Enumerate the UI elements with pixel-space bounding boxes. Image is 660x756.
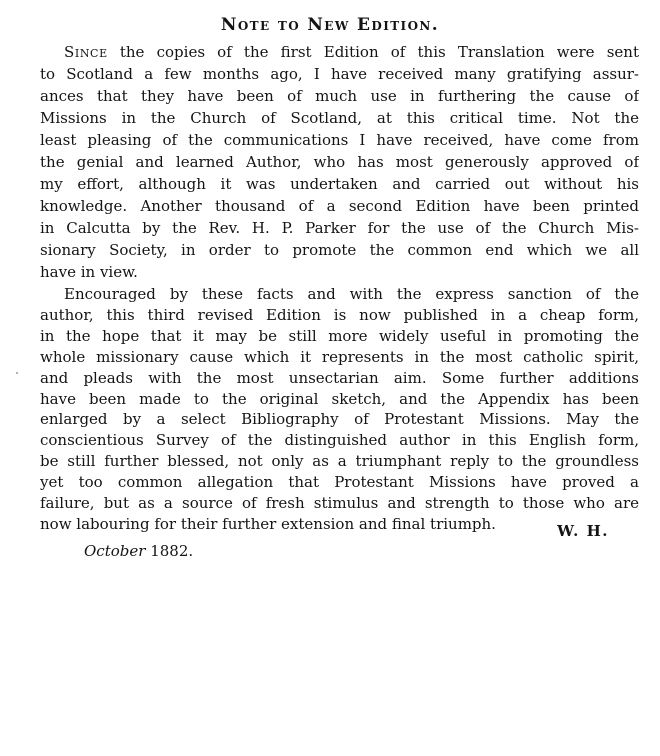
dateline	[84, 540, 193, 562]
paragraph-1-line: least pleasing of the communications I have received, have come from	[40, 131, 639, 149]
paragraph-1-line: Since the copies of the first Edition of this Translation were sent	[64, 43, 639, 61]
paragraph-2-line: yet too common allegation that Protestant Missions have proved a	[40, 473, 639, 492]
date-month: October	[84, 542, 146, 560]
page-title: Note to New Edition.	[220, 15, 440, 35]
paragraph-2-line: enlarged by a select Bibliography of Protestant Missions. May the	[40, 410, 639, 429]
paragraph-1-line: Missions in the Church of Scotland, at this critical time. Not the	[40, 109, 639, 127]
paragraph-2-line: failure, but as a source of fresh stimulus and strength to those who are	[40, 494, 639, 512]
paragraph-2-line-final: now labouring for their further extension and final triumph.	[40, 514, 496, 533]
paragraph-1-line: ances that they have been of much use in furthering the cause of	[40, 87, 639, 105]
date-year: 1882.	[150, 542, 194, 560]
paper-speck	[16, 372, 18, 374]
paragraph-1-line: the genial and learned Author, who has most generously approved of	[40, 153, 639, 171]
paragraph-1-line: in Calcutta by the Rev. H. P. Parker for the use of the Church Mis-	[40, 219, 639, 237]
paragraph-2-line: conscientious Survey of the distinguished author in this English form,	[40, 431, 639, 450]
paragraph-2-line: and pleads with the most unsectarian aim. Some further additions	[40, 368, 639, 387]
paragraph-1-line: to Scotland a few months ago, I have received many gratifying assur-	[40, 65, 639, 83]
signature: W. H.	[557, 522, 609, 540]
paragraph-2-line: whole missionary cause which it represents in the most catholic spirit,	[40, 347, 639, 366]
paragraph-1-line: sionary Society, in order to promote the common end which we all	[40, 241, 639, 259]
paragraph-1-line: have in view.	[40, 263, 138, 281]
paragraph-2-line: be still further blessed, not only as a triumphant reply to the groundless	[40, 452, 639, 471]
paragraph-2-line: in the hope that it may be still more widely useful in promoting the	[40, 326, 639, 345]
paragraph-1-lead: Since	[64, 43, 108, 61]
paragraph-2-line: have been made to the original sketch, and the Appendix has been	[40, 389, 639, 408]
paragraph-2-line: author, this third revised Edition is now published in a cheap form,	[40, 305, 639, 324]
paragraph-1-line: my effort, although it was undertaken and carried out without his	[40, 175, 639, 193]
paragraph-1-line: knowledge. Another thousand of a second Edition have been printed	[40, 197, 639, 215]
paragraph-2-line: Encouraged by these facts and with the express sanction of the	[64, 285, 639, 303]
